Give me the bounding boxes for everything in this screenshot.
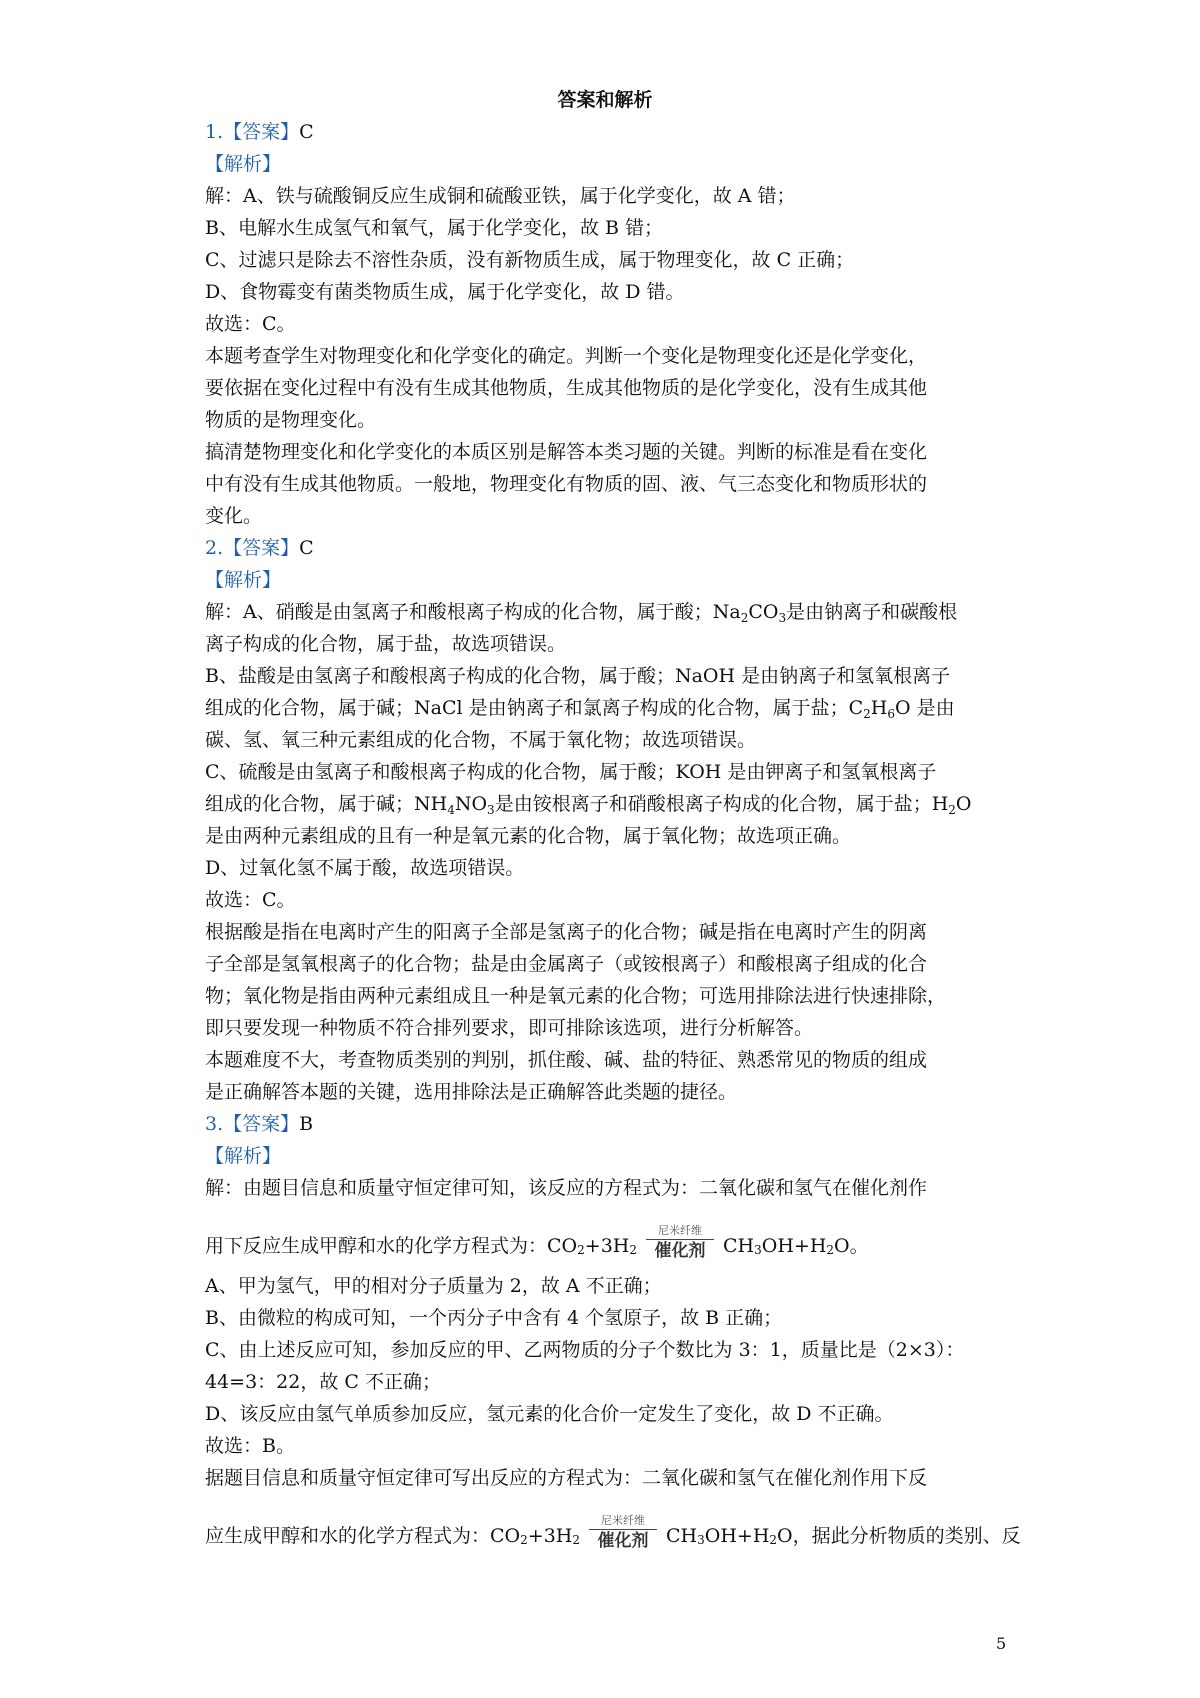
text-fragment: OH+H (761, 1235, 827, 1257)
subscript: 2 (577, 1243, 585, 1257)
text-fragment: OH+H (704, 1525, 770, 1547)
answer-sheet (205, 84, 1021, 1560)
q2-line (205, 788, 1005, 820)
q3-number: 3. (205, 1113, 224, 1135)
catalyst-label: 催化剂 (654, 1241, 706, 1261)
text-fragment: 是由铵根离子和硝酸根离子构成的化合物，属于盐；H (494, 793, 949, 815)
text-fragment: 用下反应生成甲醇和水的化学方程式为： (205, 1235, 548, 1257)
subscript: 3 (697, 1533, 705, 1547)
reaction-arrow (646, 1239, 714, 1240)
subscript: 6 (887, 707, 896, 721)
catalyst-label: 催化剂 (597, 1531, 649, 1551)
subscript: 2 (520, 1533, 528, 1547)
q1-line: 故选：C。 (205, 313, 296, 335)
q2-line (205, 692, 1005, 724)
q3-line: A、甲为氢气，甲的相对分子质量为 2，故 A 不正确； (205, 1275, 662, 1297)
text-fragment: O (955, 793, 972, 815)
q2-line: 是由两种元素组成的且有一种是氧元素的化合物，属于氧化物；故选项正确。 (205, 825, 852, 847)
subscript: 2 (629, 1243, 637, 1257)
q3-answer: B (299, 1113, 314, 1135)
q3-line: C、由上述反应可知，参加反应的甲、乙两物质的分子个数比为 3：1，质量比是（2×3）： (205, 1339, 965, 1361)
text-fragment: 是由钠离子和碳酸根 (786, 601, 958, 623)
text-fragment: CH (723, 1235, 755, 1257)
q3-line: B、由微粒的构成可知，一个丙分子中含有 4 个氢原子，故 B 正确； (205, 1307, 783, 1329)
q3-line: 据题目信息和质量守恒定律可写出反应的方程式为：二氧化碳和氢气在催化剂作用下反 (205, 1467, 928, 1489)
text-fragment: 应生成甲醇和水的化学方程式为： (205, 1525, 491, 1547)
q1-line: 解：A、铁与硫酸铜反应生成铜和硫酸亚铁，属于化学变化，故 A 错； (205, 185, 796, 207)
text-fragment: O。 (834, 1235, 869, 1257)
text-fragment: 组成的化合物，属于碱；NH (205, 793, 448, 815)
q3-line: 解：由题目信息和质量守恒定律可知，该反应的方程式为：二氧化碳和氢气在催化剂作 (205, 1177, 928, 1199)
text-fragment: CO (748, 601, 779, 623)
q3-line: 44=3：22，故 C 不正确； (205, 1371, 441, 1393)
condition-label: 尼米纤维 (658, 1224, 702, 1237)
q3-answer-tag: 【答案】 (223, 1113, 300, 1135)
q1-line: C、过滤只是除去不溶性杂质，没有新物质生成，属于物理变化，故 C 正确； (205, 249, 855, 271)
text-fragment: 解：A、硝酸是由氢离子和酸根离子构成的化合物，属于酸；Na (205, 601, 741, 623)
q1-answer-line (205, 116, 1005, 148)
q1-line: 本题考查学生对物理变化和化学变化的确定。判断一个变化是物理变化还是化学变化， (205, 345, 928, 367)
chemical-equation (205, 1224, 869, 1264)
q2-number: 2. (205, 537, 224, 559)
text-fragment: CH (666, 1525, 698, 1547)
subscript: 2 (769, 1533, 778, 1547)
page-title: 答案和解析 (557, 89, 653, 111)
q3-equation-line (205, 1204, 1005, 1270)
q1-number: 1. (205, 121, 224, 143)
q2-line: D、过氧化氢不属于酸，故选项错误。 (205, 857, 525, 879)
subscript: 3 (778, 611, 787, 625)
q1-answer: C (299, 121, 314, 143)
q1-line: 物质的是物理变化。 (205, 409, 377, 431)
subscript: 2 (948, 803, 956, 817)
q2-line: 物；氧化物是指由两种元素组成且一种是氧元素的化合物；可选用排除法进行快速排除， (205, 985, 947, 1007)
text-fragment: NO (454, 793, 488, 815)
subscript: 2 (740, 611, 749, 625)
text-fragment: CO (490, 1525, 521, 1547)
q1-line: B、电解水生成氢气和氧气，属于化学变化，故 B 错； (205, 217, 664, 239)
text-fragment: O 是由 (895, 697, 955, 719)
q2-line: 根据酸是指在电离时产生的阳离子全部是氢离子的化合物；碱是指在电离时产生的阴离 (205, 921, 928, 943)
q2-line (205, 596, 1005, 628)
q2-line: 是正确解答本题的关键，选用排除法是正确解答此类题的捷径。 (205, 1081, 738, 1103)
q1-analysis-tag: 【解析】 (205, 153, 282, 175)
subscript: 2 (826, 1243, 835, 1257)
q2-line: 故选：C。 (205, 889, 296, 911)
condition-label: 尼米纤维 (601, 1514, 645, 1527)
q1-line: 搞清楚物理变化和化学变化的本质区别是解答本类习题的关键。判断的标准是看在变化 (205, 441, 928, 463)
q2-line: 碳、氢、氧三种元素组成的化合物，不属于氧化物；故选项错误。 (205, 729, 757, 751)
q1-line: D、食物霉变有菌类物质生成，属于化学变化，故 D 错。 (205, 281, 685, 303)
q2-line: 子全部是氢氧根离子的化合物；盐是由金属离子（或铵根离子）和酸根离子组成的化合 (205, 953, 928, 975)
q2-answer-tag: 【答案】 (223, 537, 300, 559)
q3-equation-line (205, 1494, 1021, 1560)
reaction-condition (645, 1224, 715, 1260)
text-fragment: O，据此分析物质的类别、反 (777, 1525, 1021, 1547)
text-fragment: H (870, 697, 888, 719)
reaction-condition (588, 1514, 658, 1550)
text-fragment: CO (547, 1235, 578, 1257)
subscript: 2 (863, 707, 871, 721)
q3-analysis-tag: 【解析】 (205, 1145, 282, 1167)
text-fragment: 组成的化合物，属于碱；NaCl 是由钠离子和氯离子构成的化合物，属于盐；C (205, 697, 864, 719)
q2-line: 本题难度不大，考查物质类别的判别，抓住酸、碱、盐的特征、熟悉常见的物质的组成 (205, 1049, 928, 1071)
subscript: 4 (447, 803, 455, 817)
reaction-arrow (589, 1529, 657, 1530)
chemical-equation (205, 1514, 1021, 1554)
q2-answer-line (205, 532, 1005, 564)
text-fragment: +3H (527, 1525, 573, 1547)
q1-answer-tag: 【答案】 (223, 121, 300, 143)
text-fragment: +3H (584, 1235, 630, 1257)
q3-line: 故选：B。 (205, 1435, 295, 1457)
q3-answer-line (205, 1108, 1005, 1140)
q2-answer: C (299, 537, 314, 559)
q2-line: C、硫酸是由氢离子和酸根离子构成的化合物，属于酸；KOH 是由钾离子和氢氧根离子 (205, 761, 937, 783)
q2-analysis-tag: 【解析】 (205, 569, 282, 591)
subscript: 2 (572, 1533, 580, 1547)
q1-line: 要依据在变化过程中有没有生成其他物质，生成其他物质的是化学变化，没有生成其他 (205, 377, 928, 399)
page-number: 5 (996, 1634, 1007, 1653)
q1-line: 中有没有生成其他物质。一般地，物理变化有物质的固、液、气三态变化和物质形状的 (205, 473, 928, 495)
q2-line: 离子构成的化合物，属于盐，故选项错误。 (205, 633, 567, 655)
q2-line: 即只要发现一种物质不符合排列要求，即可排除该选项，进行分析解答。 (205, 1017, 814, 1039)
q1-line: 变化。 (205, 505, 263, 527)
q2-line: B、盐酸是由氢离子和酸根离子构成的化合物，属于酸；NaOH 是由钠离子和氢氧根离子 (205, 665, 951, 687)
subscript: 3 (487, 803, 495, 817)
subscript: 3 (754, 1243, 762, 1257)
q3-line: D、该反应由氢气单质参加反应，氢元素的化合价一定发生了变化，故 D 不正确。 (205, 1403, 894, 1425)
